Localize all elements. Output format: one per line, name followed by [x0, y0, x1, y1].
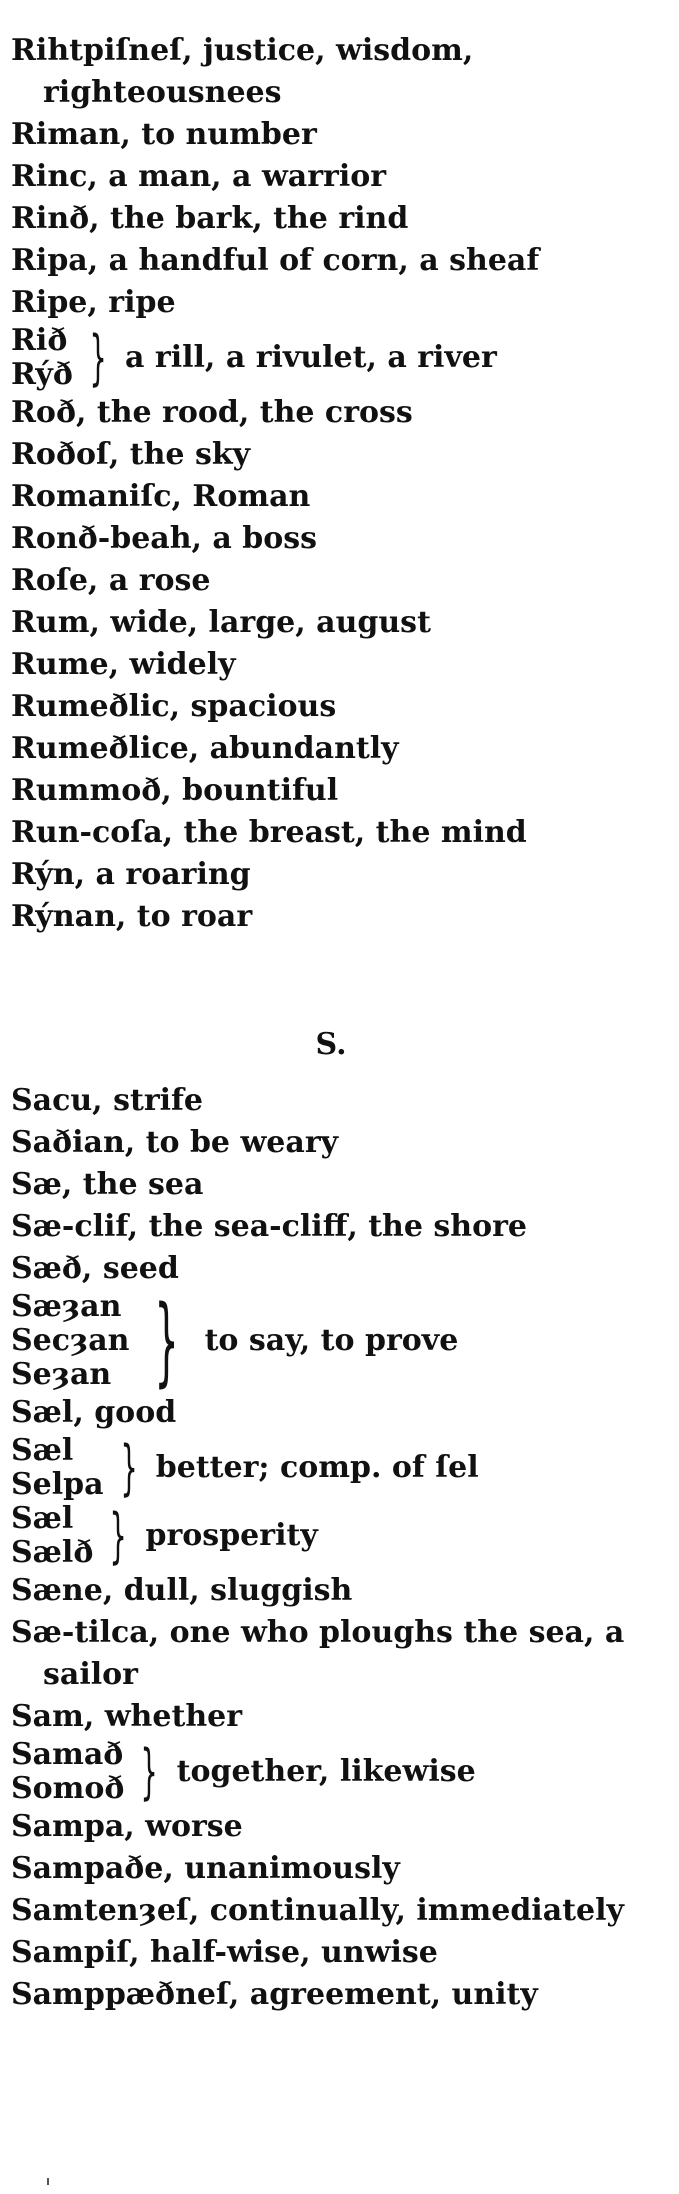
group-headwords — [11, 324, 73, 392]
headword: Seȝan — [11, 1357, 112, 1392]
dictionary-entry: Sampa, worse — [11, 1809, 243, 1844]
dictionary-entry: Sæð, seed — [11, 1251, 179, 1286]
brace-icon: } — [89, 323, 107, 393]
dictionary-entry: Samtenȝeſ, continually, immediately — [11, 1893, 624, 1928]
headword: Sælð — [11, 1535, 94, 1570]
headword: Sæl — [11, 1501, 74, 1536]
dictionary-entry: Sampaðe, unanimously — [11, 1851, 400, 1886]
headword: Sæȝan — [11, 1289, 122, 1324]
dictionary-entry: Ripe, ripe — [11, 285, 176, 320]
dictionary-entry: Rinð, the bark, the rind — [11, 201, 409, 236]
dictionary-entry: Riman, to number — [11, 117, 317, 152]
dictionary-entry: Rýnan, to roar — [11, 899, 253, 934]
group-headwords — [11, 1502, 93, 1570]
entry-group-together — [11, 1738, 661, 1806]
headword: Secȝan — [11, 1323, 130, 1358]
section-heading-s: S. — [315, 1027, 347, 1062]
dictionary-entry: Sam, whether — [11, 1699, 243, 1734]
dictionary-entry: Sæne, dull, sluggish — [11, 1573, 353, 1608]
dictionary-entry: Sacu, strife — [11, 1083, 204, 1118]
print-mark — [47, 2178, 49, 2185]
entry-column — [11, 30, 661, 2016]
dictionary-entry: Rumeðlic, spacious — [11, 689, 337, 724]
entry-group-prosperity — [11, 1502, 661, 1570]
dictionary-entry: Rinc, a man, a warrior — [11, 159, 387, 194]
dictionary-entry: Roðoſ, the sky — [11, 437, 251, 472]
group-meaning: a rill, a rivulet, a river — [125, 340, 497, 375]
brace-icon: } — [120, 1433, 138, 1503]
dictionary-entry: Ripa, a handful of corn, a sheaf — [11, 243, 540, 278]
group-headwords — [11, 1738, 124, 1806]
dictionary-entry: Samppæðneſ, agreement, unity — [11, 1977, 538, 2012]
group-meaning: prosperity — [145, 1518, 318, 1553]
dictionary-entry: Roð, the rood, the cross — [11, 395, 413, 430]
dictionary-entry: Sæ-tilca, one who ploughs the sea, a sailor — [11, 1615, 625, 1692]
headword: Rýð — [11, 357, 73, 392]
headword: Sæl — [11, 1433, 74, 1468]
brace-icon: } — [153, 1285, 179, 1397]
dictionary-entry: Rum, wide, large, august — [11, 605, 431, 640]
headword: Selpa — [11, 1467, 104, 1502]
entry-group-better — [11, 1434, 661, 1502]
group-headwords — [11, 1434, 104, 1502]
group-meaning: better; comp. of ſel — [155, 1450, 479, 1485]
dictionary-entry: Run-coſa, the breast, the mind — [11, 815, 527, 850]
brace-icon: } — [109, 1501, 128, 1571]
dictionary-entry: Rume, widely — [11, 647, 236, 682]
entry-group-say — [11, 1285, 661, 1397]
dictionary-entry: Sampiſ, half-wise, unwise — [11, 1935, 438, 1970]
dictionary-entry: Ronð-beah, a boss — [11, 521, 318, 556]
section-gap — [11, 938, 661, 1024]
dictionary-entry: Romaniſc, Roman — [11, 479, 311, 514]
dictionary-entry: Sæ, the sea — [11, 1167, 204, 1202]
dictionary-entry: Sæ-clif, the sea-cliff, the shore — [11, 1209, 528, 1244]
headword: Somoð — [11, 1771, 125, 1806]
entry-group-rill — [11, 324, 661, 392]
group-meaning: together, likewise — [176, 1754, 476, 1789]
headword: Rið — [11, 323, 68, 358]
headword: Samað — [11, 1737, 124, 1772]
group-headwords — [11, 1290, 130, 1392]
dictionary-entry: Roſe, a rose — [11, 563, 211, 598]
group-meaning: to say, to prove — [204, 1323, 459, 1358]
dictionary-entry: Sæl, good — [11, 1395, 177, 1430]
dictionary-entry: Rýn, a roaring — [11, 857, 251, 892]
dictionary-entry: Rumeðlice, abundantly — [11, 731, 399, 766]
dictionary-entry: Rihtpiſneſ, justice, wisdom, righteousnees — [11, 33, 474, 110]
dictionary-entry: Rummoð, bountiful — [11, 773, 339, 808]
dictionary-entry: Saðian, to be weary — [11, 1125, 339, 1160]
brace-icon: } — [140, 1737, 159, 1807]
